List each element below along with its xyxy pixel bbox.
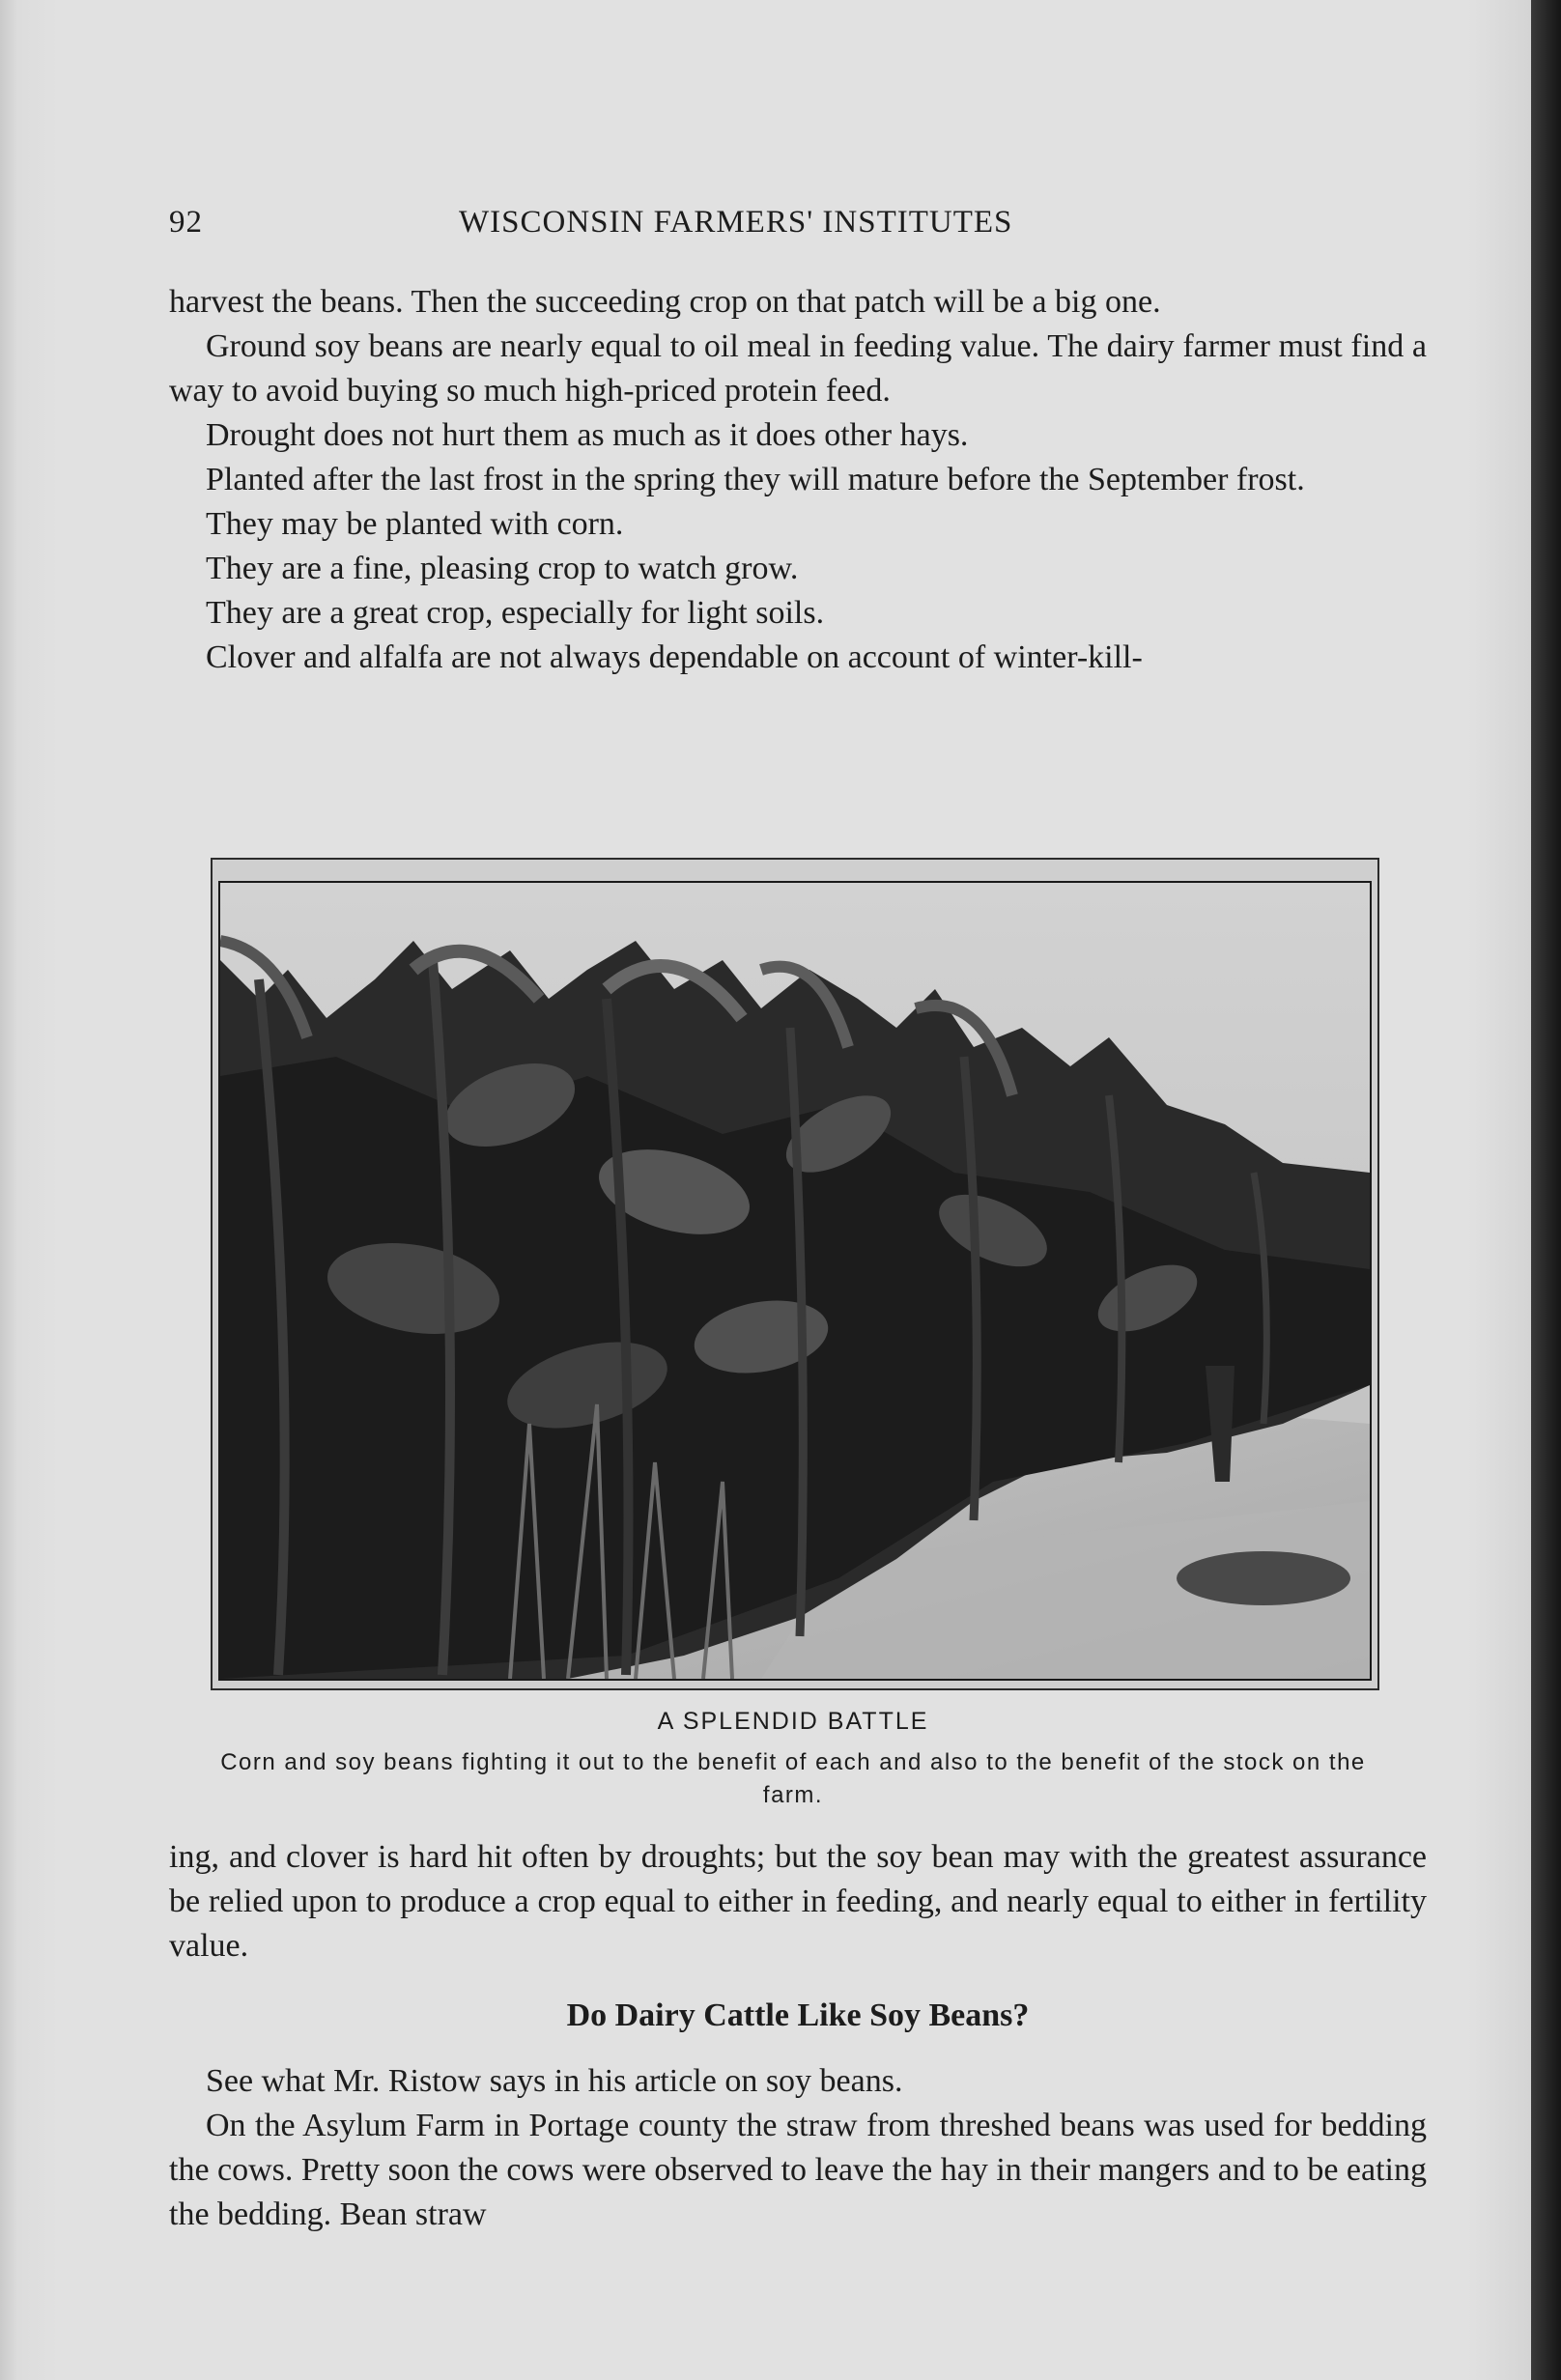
paragraph: ing, and clover is hard hit often by droughts; but the soy bean may with the greatest assurance be relied upon to produce a crop equal to either in feeding, and nearly equal to either in fertility value. — [169, 1839, 1427, 1964]
body-text-top — [169, 280, 1427, 680]
paragraph: They are a fine, pleasing crop to watch grow. — [206, 551, 799, 586]
paragraph: Ground soy beans are nearly equal to oil meal in feeding value. The dairy farmer must find a way to avoid buying so much high-priced protein feed. — [169, 328, 1427, 409]
running-head-title: WISCONSIN FARMERS' INSTITUTES — [459, 205, 1013, 240]
paragraph: They are a great crop, especially for light soils. — [206, 595, 825, 631]
figure-caption-title: A SPLENDID BATTLE — [657, 1708, 929, 1735]
figure-frame — [211, 858, 1379, 1690]
paragraph: On the Asylum Farm in Portage county the straw from threshed beans was used for bedding the cows. Pretty soon the cows were observed to leave the hay in their mangers and to be eating the bedding. Bean straw — [169, 2108, 1427, 2232]
paragraph: Clover and alfalfa are not always dependable on account of winter-kill- — [206, 639, 1143, 675]
running-head — [169, 205, 1425, 247]
paragraph: Drought does not hurt them as much as it does other hays. — [206, 417, 969, 453]
section-heading: Do Dairy Cattle Like Soy Beans? — [566, 1998, 1030, 2033]
body-text-continued — [169, 1835, 1427, 1969]
page-edge-shadow — [1531, 0, 1561, 2380]
page-number: 92 — [169, 205, 203, 240]
paragraph: harvest the beans. Then the succeeding crop on that patch will be a big one. — [169, 284, 1161, 320]
paragraph: See what Mr. Ristow says in his article on soy beans. — [206, 2063, 903, 2099]
paragraph: Planted after the last frost in the spring they will mature before the September frost. — [206, 462, 1305, 497]
paragraph: They may be planted with corn. — [206, 506, 624, 542]
body-text-section — [169, 2059, 1427, 2237]
figure-caption-text: Corn and soy beans fighting it out to the benefit of each and also to the benefit of the stock on the farm. — [220, 1749, 1366, 1808]
photo-corn-and-soy-beans — [218, 881, 1372, 1681]
